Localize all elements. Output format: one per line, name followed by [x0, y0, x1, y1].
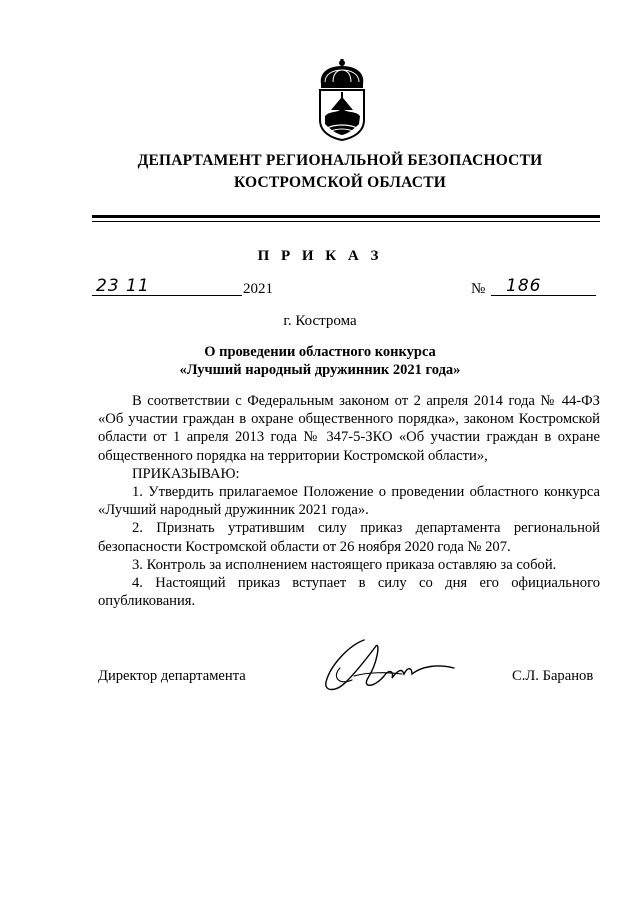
department-title-line2: КОСТРОМСКОЙ ОБЛАСТИ — [233, 174, 446, 191]
order-item-3: 3. Контроль за исполнением настоящего приказа оставляю за собой. — [132, 556, 557, 573]
signer-role: Директор департамента — [98, 668, 246, 684]
handwritten-date: 23 11 — [96, 276, 150, 296]
orders-keyword: ПРИКАЗЫВАЮ: — [132, 465, 240, 482]
header-divider-thin — [92, 221, 600, 222]
header-divider-thick — [92, 215, 600, 218]
order-item-4: 4. Настоящий приказ вступает в силу со дня его официального опубликования. — [98, 575, 600, 610]
handwritten-signature-icon — [318, 632, 458, 704]
order-item-2: 2. Признать утратившим силу приказ департамента региональной безопасности Костромской области от 26 ноября 2020 года № 207. — [98, 520, 600, 555]
handwritten-order-number: 186 — [506, 276, 542, 296]
order-subject-line1: О проведении областного конкурса — [204, 344, 436, 360]
number-sign: № — [471, 281, 486, 297]
department-title-line1: ДЕПАРТАМЕНТ РЕГИОНАЛЬНОЙ БЕЗОПАСНОСТИ — [137, 152, 543, 169]
signer-name: С.Л. Баранов — [512, 668, 594, 684]
order-city: г. Кострома — [283, 313, 357, 329]
order-title: П Р И К А З — [257, 248, 383, 264]
order-subject-line2: «Лучший народный дружинник 2021 года» — [179, 362, 461, 378]
order-body — [98, 392, 600, 610]
coat-of-arms-icon — [311, 58, 373, 142]
order-year: 2021 — [243, 281, 273, 297]
preamble-paragraph: В соответствии с Федеральным законом от 2 апреля 2014 года № 44-ФЗ «Об участии граждан в охране общественного порядка», законом Костромской области от 1 апреля 2013 года № 347-5-ЗКО «Об участии граждан в охране общественного порядка на территории Костромской области», — [98, 393, 600, 464]
order-item-1: 1. Утвердить прилагаемое Положение о проведении областного конкурса «Лучший народный дружинник 2021 года». — [98, 484, 600, 519]
